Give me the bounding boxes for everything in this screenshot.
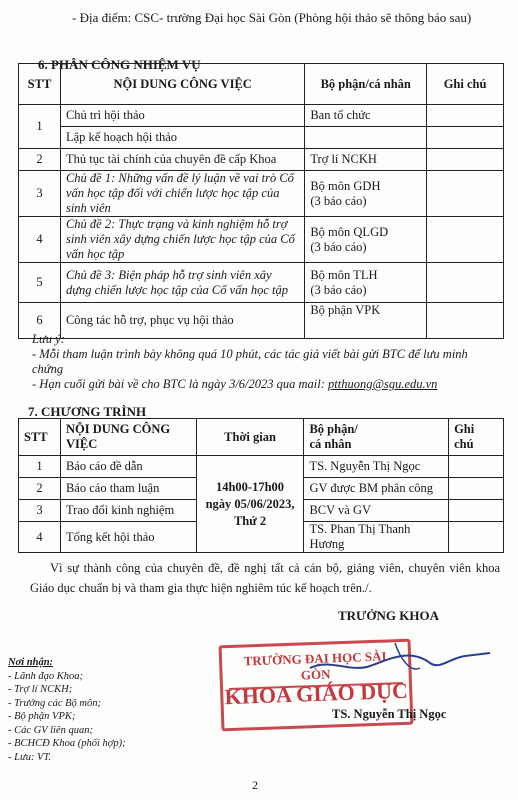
cell-note [427,217,504,263]
cell-unit: TS. Phan Thị Thanh Hương [304,522,449,553]
cell-content: Chủ đề 2: Thực trạng và kinh nghiệm hỗ trợ sinh viên xây dựng chiến lược học tập của Cố vấn học tập [60,217,304,263]
cell-note [427,127,504,149]
time-line-1: 14h00-17h00 [215,479,285,494]
col-stt: STT [19,64,61,105]
deadline-text: - Hạn cuối gửi bài về cho BTC là ngày 3/6/2023 qua mail: [32,377,329,391]
section6-title: 6. PHÂN CÔNG NHIỆM VỤ [38,57,201,72]
cell-note [427,105,504,127]
col-note-l1: Ghi [454,422,475,436]
unit-name: Bộ môn QLGD [310,224,389,239]
cell-stt: 6 [19,303,61,339]
recipient-item: - Lãnh đạo Khoa; [8,670,83,682]
cell-unit [305,171,427,217]
table-row [19,263,504,303]
col-content: NỘI DUNG CÔNG VIỆC [60,64,304,105]
cell-content: Chủ đề 3: Biện pháp hỗ trợ sinh viên xây dựng chiến lược học tập của Cố vấn học tập [60,263,304,303]
cell-stt: 2 [19,149,61,171]
recipient-item: - Trợ lí NCKH; [8,684,73,695]
cell-content: Trao đổi kinh nghiệm [60,500,196,522]
cell-note [449,478,504,500]
table-row [19,456,504,478]
handwritten-signature [300,628,500,698]
cell-stt: 3 [19,500,61,522]
col-stt: STT [19,419,61,456]
cell-stt: 3 [19,171,61,217]
notes-label: Lưu ý: [32,332,65,346]
notes-line-2 [32,377,492,392]
unit-name: Bộ môn TLH [310,267,378,282]
cell-unit: GV được BM phân công [304,478,449,500]
recipient-item: - BCHCĐ Khoa (phối hợp); [8,738,126,749]
table-row [19,149,504,171]
cell-time [196,456,304,553]
col-note: Ghi chú [427,64,504,105]
unit-count: (3 báo cáo) [310,239,367,254]
cell-note [449,500,504,522]
cell-unit: Ban tổ chức [305,105,427,127]
table-header-row [19,419,504,456]
col-unit [304,419,449,456]
table-row [19,171,504,217]
cell-stt: 1 [19,456,61,478]
recipient-item: - Trưởng các Bộ môn; [8,697,101,709]
location-line: - Địa điểm: CSC- trường Đại học Sài Gòn (Phòng hội thảo sẽ thông báo sau) [72,10,472,25]
notes-block [32,332,492,392]
cell-unit [305,217,427,263]
cell-content: Chủ đề 1: Những vấn đề lý luận về vai trò Cố vấn học tập đối với chiến lược học tập của sinh viên [60,171,304,217]
cell-note [427,171,504,217]
cell-note [427,149,504,171]
recipients-block [8,656,126,764]
cell-unit: Bộ phận VPK [305,303,427,339]
cell-content: Tổng kết hội thảo [60,522,196,553]
dean-title: TRƯỞNG KHOA [338,608,439,623]
cell-unit: BCV và GV [304,500,449,522]
cell-stt: 2 [19,478,61,500]
cell-stt: 4 [19,522,61,553]
program-table [18,418,504,553]
page-number: 2 [252,778,258,792]
cell-unit: TS. Nguyễn Thị Ngọc [304,456,449,478]
email-link[interactable]: ptthuong@sgu.edu.vn [328,377,438,391]
task-assignment-table [18,63,504,339]
cell-content: Lập kế hoạch hội thảo [60,127,304,149]
closing-paragraph: Vì sự thành công của chuyên đề, đề nghị tất cả cán bộ, giảng viên, chuyên viên khoa Giáo dục chuẩn bị và tham gia thực hiện nghiêm túc kế hoạch trên./. [30,561,500,595]
cell-content: Báo cáo tham luận [60,478,196,500]
table-header-row [19,64,504,105]
recipient-item: - Các GV liên quan; [8,724,93,736]
notes-line-1: - Mỗi tham luận trình bày không quá 10 phút, các tác giả viết bài gửi BTC để lưu minh chứng [32,347,468,376]
section7-title: 7. CHƯƠNG TRÌNH [28,404,147,419]
cell-stt: 1 [19,105,61,149]
cell-content: Chủ trì hội thảo [60,105,304,127]
recipient-item: - Lưu: VT. [8,751,52,763]
col-unit-l2: cá nhân [309,437,352,451]
col-note-l2: chú [454,437,474,451]
time-line-2: ngày 05/06/2023, [205,496,295,511]
unit-count: (3 báo cáo) [310,193,367,208]
time-line-3: Thứ 2 [233,513,267,528]
cell-note [449,456,504,478]
cell-stt: 5 [19,263,61,303]
signer-name: TS. Nguyễn Thị Ngọc [332,707,447,721]
cell-unit: Trợ lí NCKH [305,149,427,171]
cell-content: Thủ tục tài chính của chuyên đề cấp Khoa [60,149,304,171]
cell-note [427,263,504,303]
cell-content: Báo cáo đề dẫn [60,456,196,478]
unit-name: Bộ môn GDH [310,178,381,193]
cell-note [449,522,504,553]
col-content: NỘI DUNG CÔNG VIỆC [60,419,196,456]
cell-stt: 4 [19,217,61,263]
col-note [449,419,504,456]
table-row [19,105,504,127]
table-row [19,217,504,263]
unit-count: (3 báo cáo) [310,282,367,297]
cell-unit [305,127,427,149]
col-unit: Bộ phận/cá nhân [305,64,427,105]
col-time: Thời gian [196,419,304,456]
table-row [19,127,504,149]
stamp-university: TRƯỜNG ĐẠI HỌC SÀI GÒN [228,648,403,690]
stamp-faculty: KHOA GIÁO DỤC [224,677,409,710]
cell-content: Công tác hỗ trợ, phục vụ hội thảo [60,303,304,339]
col-unit-l1: Bộ phận/ [309,422,358,436]
recipients-title: Nơi nhận: [8,657,54,668]
cell-unit [305,263,427,303]
recipient-item: - Bộ phận VPK; [8,711,76,722]
